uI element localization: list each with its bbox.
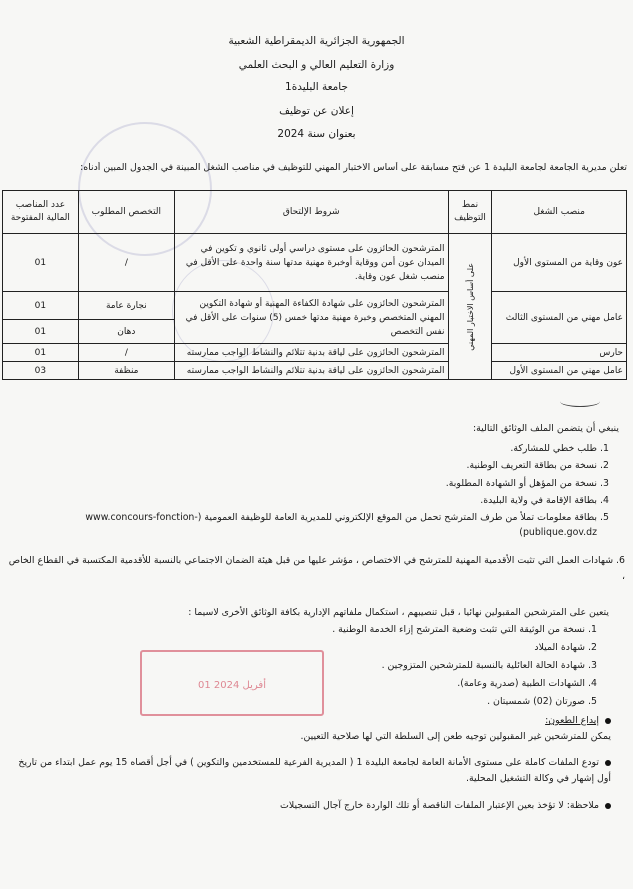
list-item: 3. نسخة من المؤهل أو الشهادة المطلوبة. <box>8 475 597 493</box>
col-count: عدد المناصب المالية المفتوحة <box>3 191 79 234</box>
col-mode: نمط التوظيف <box>448 191 492 234</box>
header-republic: الجمهورية الجزائرية الديمقراطية الشعبية <box>228 35 405 47</box>
cell-speciality: دهان <box>78 320 174 344</box>
table-row <box>3 362 627 380</box>
note-section <box>10 798 611 814</box>
list-item: 2. نسخة من بطاقة التعريف الوطنية. <box>8 457 597 475</box>
work-certificates: 6. شهادات العمل التي تثبت الأقدمية المهنية للمترشح في الاختصاص ، مؤشر عليها من قبل هيئة الضمان الاجتماعي بالنسبة للأقدمية المكتسبة في القطاع الخاص ، <box>8 555 625 582</box>
cell-count: 01 <box>3 344 79 362</box>
appeals-text: يمكن للمترشحين غير المقبولين توجيه طعن إلى السلطة التي لها صلاحية التعيين. <box>300 731 611 742</box>
list-item: 1. نسخة من الوثيقة التي تثبت وضعية المترشح إزاء الخدمة الوطنية . <box>40 621 585 639</box>
cell-post: حارس <box>492 344 627 362</box>
header-year: بعنوان سنة 2024 <box>277 128 356 140</box>
stamp-date: 01 أفريل 2024 <box>198 680 266 691</box>
appeals-title: إيداع الطعون: <box>545 715 599 726</box>
cell-mode <box>448 234 492 380</box>
cell-speciality: منظفة <box>78 362 174 380</box>
intro-text: تعلن مديرية الجامعة لجامعة البليدة 1 عن فتح مسابقة على أساس الاختبار المهني للتوظيف في مناصب الشغل المبينة في الجدول المبين أدناه: <box>80 162 627 173</box>
col-post: منصب الشغل <box>492 191 627 234</box>
cell-count: 01 <box>3 292 79 320</box>
list-item: 3. شهادة الحالة العائلية بالنسبة للمترشحين المتزوجين . <box>40 657 585 675</box>
table-row <box>3 292 627 320</box>
required-documents <box>8 420 619 540</box>
col-conditions: شروط الإلتحاق <box>174 191 448 234</box>
table-header-row <box>3 191 627 234</box>
final-documents-label: يتعين على المترشحين المقبولين نهائيا ، قبل تنصيبهم ، استكمال ملفاتهم الإدارية بكافة الوثائق الأخرى لاسيما : <box>188 607 609 618</box>
appeals-section <box>10 713 611 745</box>
bullet-icon <box>605 803 611 809</box>
table-row <box>3 234 627 292</box>
cell-speciality: / <box>78 234 174 292</box>
header-title: إعلان عن توظيف <box>279 105 354 117</box>
bullet-icon <box>605 760 611 766</box>
list-item: 4. الشهادات الطبية (صدرية وعامة). <box>40 675 585 693</box>
list-item: 2. شهادة الميلاد <box>40 639 585 657</box>
bullet-icon <box>605 718 611 724</box>
mode-label: على أساس الاختبار المهني <box>465 262 475 351</box>
note-text: ملاحظة: لا تؤخذ بعين الإعتبار الملفات الناقصة أو تلك الواردة خارج آجال التسجيلات <box>280 800 599 811</box>
cell-conditions: المترشحون الحائزون على مستوى دراسي أولى ثانوي و تكوين في الميدان عون أمن ووقاية أوخبرة مهنية مدتها سنة واحدة على الأقل في منصب شغل عون وقاية. <box>174 234 448 292</box>
documents-list <box>8 440 619 540</box>
documents-label: ينبغي أن يتضمن الملف الوثائق التالية: <box>472 423 619 434</box>
list-item: شهادات العمل التي تثبت الأقدمية المهنية للمترشح في الاختصاص ، مؤشر عليها من قبل هيئة الضمان الاجتماعي بالنسبة للأقدمية المكتسبة في القطاع الخاص ، <box>8 555 625 582</box>
table-row <box>3 344 627 362</box>
cell-count: 03 <box>3 362 79 380</box>
jobs-table <box>2 190 627 380</box>
cell-conditions: المترشحون الحائزون على شهادة الكفاءة المهنية أو شهادة التكوين المهني المتخصص وخبرة مهنية مدتها خمس (5) سنوات على الأقل في نفس التخصص <box>174 292 448 344</box>
cell-speciality: / <box>78 344 174 362</box>
cell-post: عامل مهني من المستوى الأول <box>492 362 627 380</box>
list-item: 5. صورتان (02) شمسيتان . <box>40 693 585 711</box>
cell-post: عون وقاية من المستوى الأول <box>492 234 627 292</box>
cell-conditions: المترشحون الحائزون على لياقة بدنية تتلائم والنشاط الواجب ممارسته <box>174 344 448 362</box>
deposit-section <box>10 755 611 787</box>
final-documents-list <box>40 621 609 711</box>
list-item: 1. طلب خطي للمشاركة. <box>8 440 597 458</box>
cell-speciality: نجارة عامة <box>78 292 174 320</box>
deposit-text: تودع الملفات كاملة على مستوى الأمانة العامة لجامعة البليدة 1 ( المديرية الفرعية للمستخدمين والتكوين ) في أجل أقصاه 15 يوم عمل ابتداء من تاريخ أول إشهار في وكالة التشغيل المحلية. <box>18 757 611 784</box>
cell-post: عامل مهني من المستوى الثالث <box>492 292 627 344</box>
reception-stamp <box>140 650 324 716</box>
col-speciality: التخصص المطلوب <box>78 191 174 234</box>
list-item: 5. بطاقة معلومات تملأ من طرف المترشح تحمل من الموقع الإلكتروني للمديرية العامة للوظيفة العمومية (www.concours-fonction-publique.gov.dz) <box>8 510 597 540</box>
signature-mark <box>560 396 600 407</box>
cell-conditions: المترشحون الحائزون على لياقة بدنية تتلائم والنشاط الواجب ممارسته <box>174 362 448 380</box>
list-item: 4. بطاقة الإقامة في ولاية البليدة. <box>8 492 597 510</box>
header-ministry: وزارة التعليم العالي و البحث العلمي <box>238 59 395 71</box>
cell-count: 01 <box>3 320 79 344</box>
final-documents <box>40 605 609 711</box>
cell-count: 01 <box>3 234 79 292</box>
header-university: جامعة البليدة1 <box>285 81 348 93</box>
